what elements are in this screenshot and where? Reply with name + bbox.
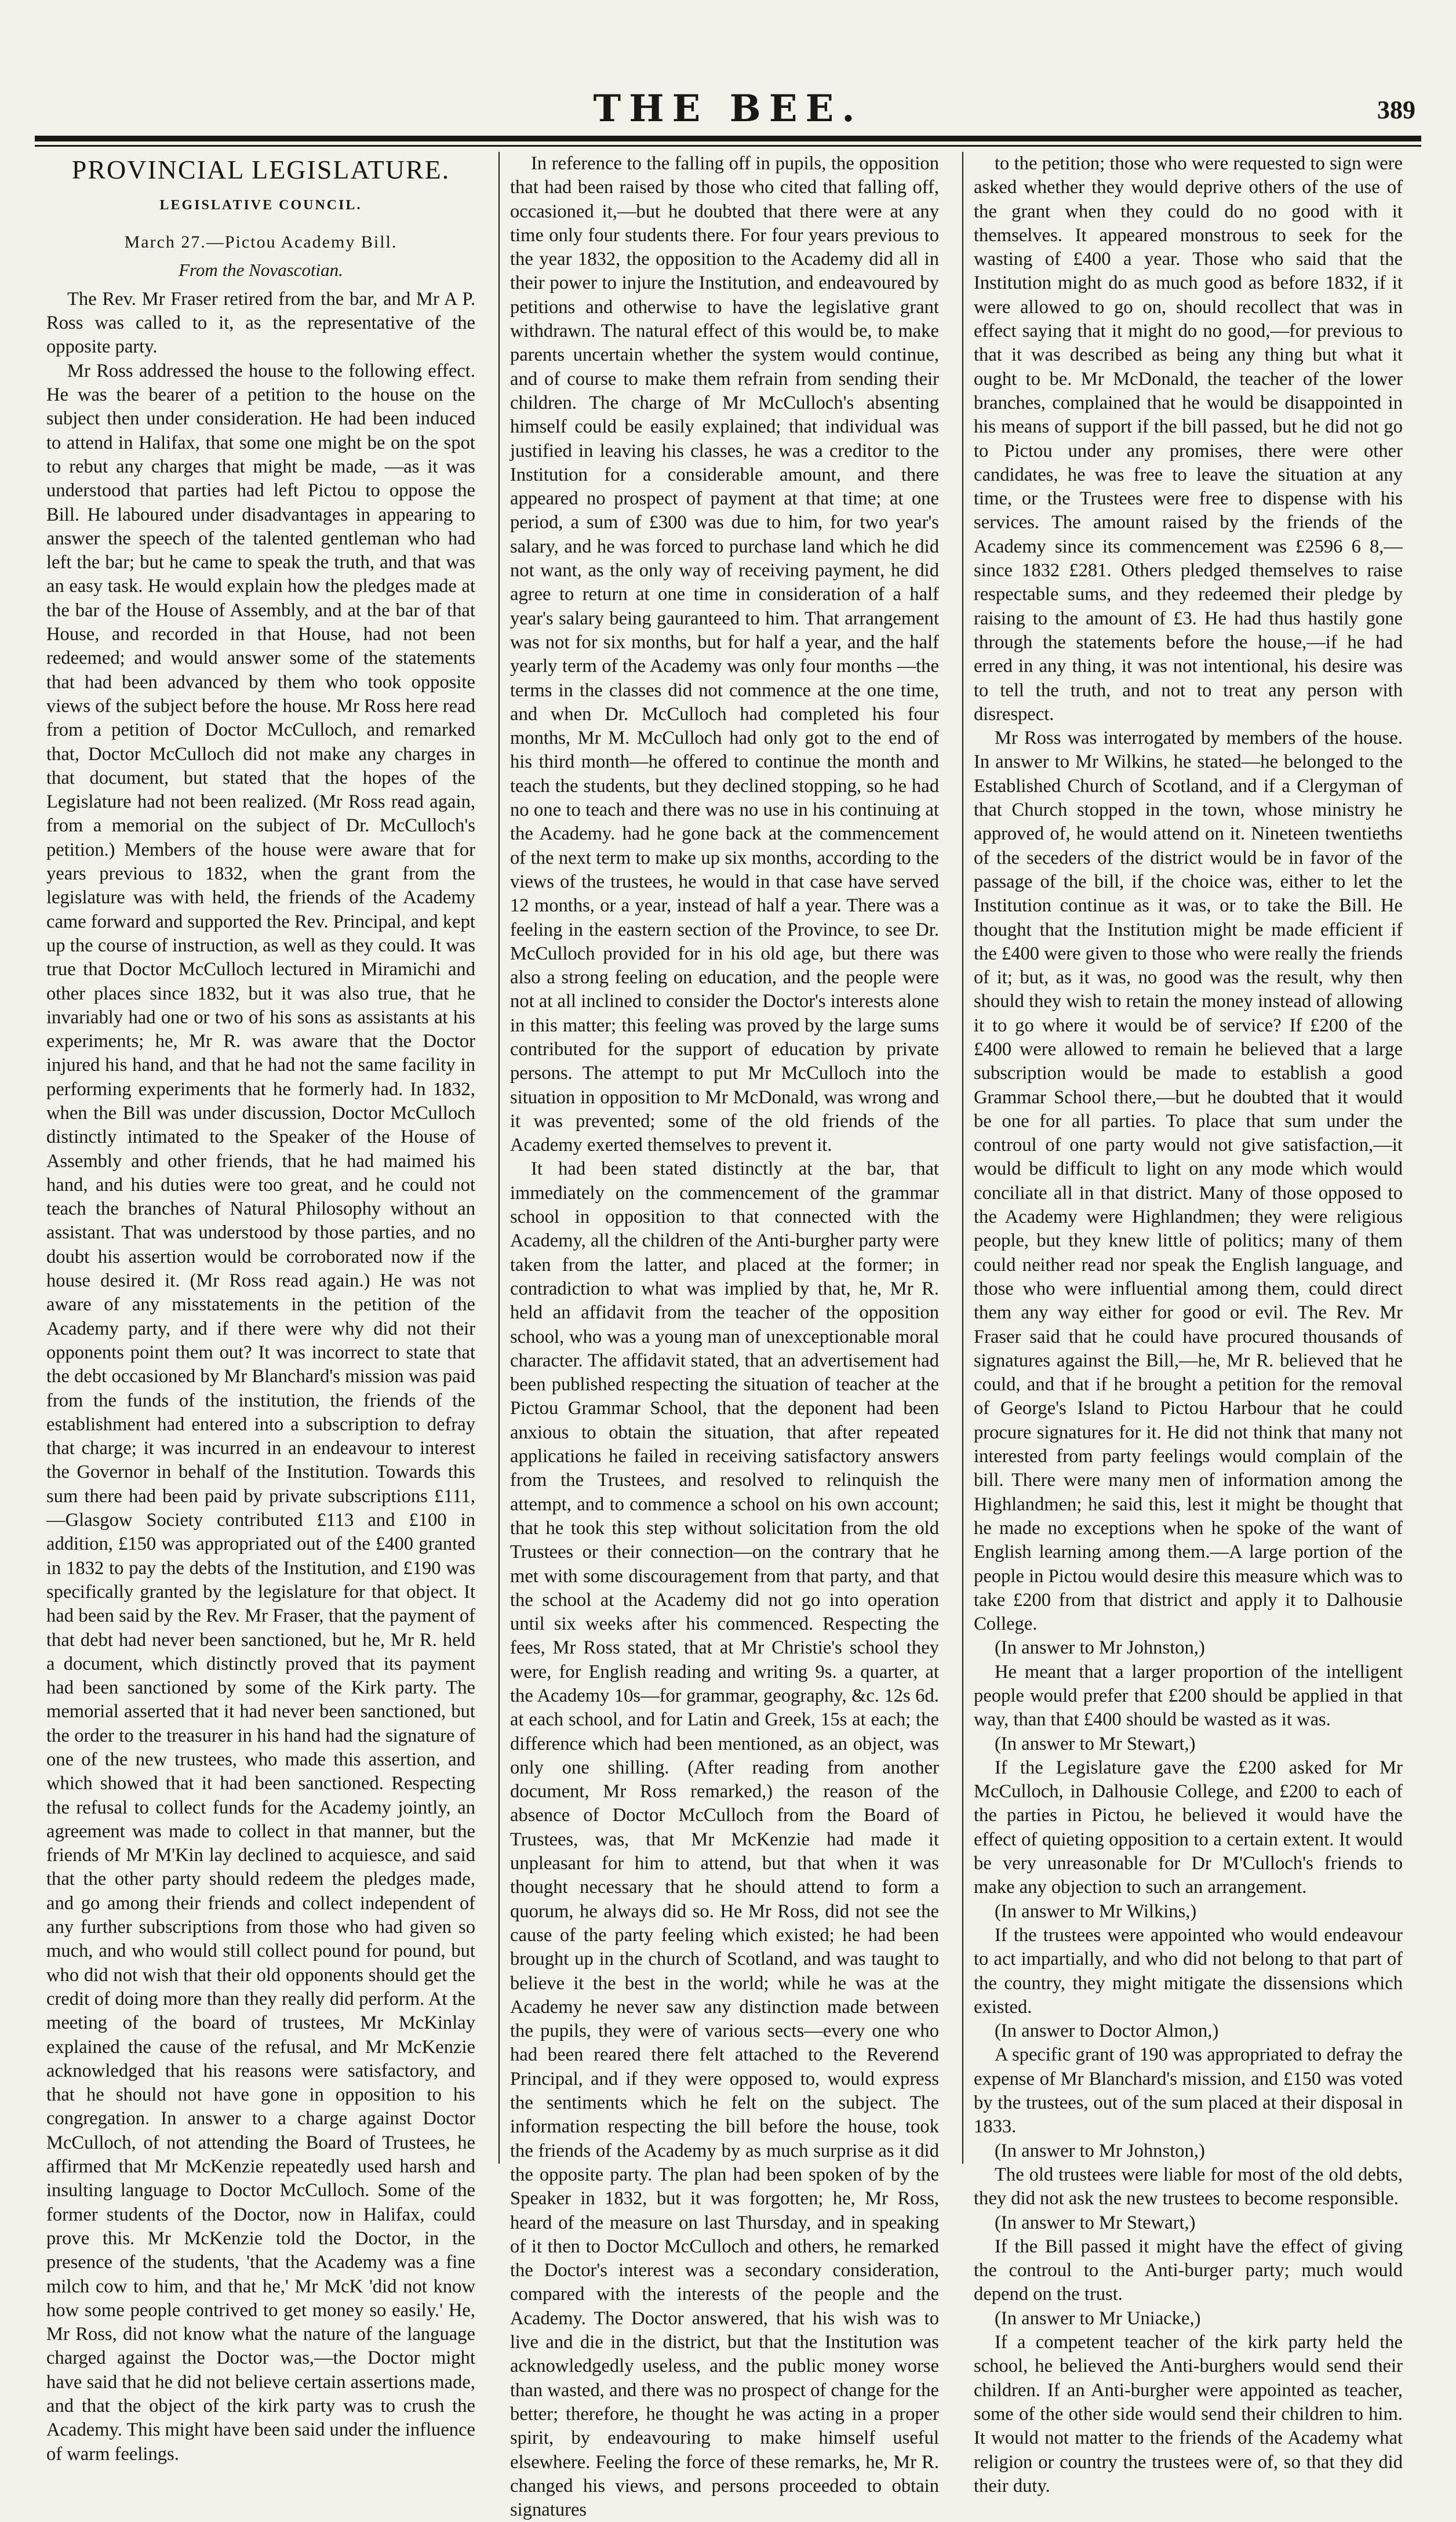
- masthead: [35, 87, 1421, 133]
- paragraph: He meant that a larger proportion of the intelligent people would prefer that £200 should be applied in that way, than that £400 should be wasted as it was.: [974, 1661, 1403, 1731]
- paragraph: (In answer to Mr Stewart,): [995, 2212, 1196, 2233]
- column-3-text: [974, 152, 1403, 2498]
- paragraph: (In answer to Mr Uniacke,): [995, 2307, 1201, 2329]
- column-divider: [962, 152, 963, 2164]
- paragraph: If the trustees were appointed who would endeavour to act impartially, and who did not belong to that part of the country, they might mitigate the dissensions which existed.: [974, 1924, 1403, 2018]
- page-number: 389: [1377, 96, 1415, 124]
- article-subheading: LEGISLATIVE COUNCIL.: [159, 198, 362, 213]
- paragraph: It had been stated distinctly at the bar, that immediately on the commencement of the grammar school in opposition to that connected with the Academy, all the children of the Anti-burgher party were taken from the latter, and placed at the former; in contradiction to what was implied by that, he, Mr R. held an affidavit from the teacher of the opposition school, who was a young man of unexceptionable moral character. The affidavit stated, that an advertisement had been published respecting the situation of teacher at the Pictou Grammar School, that the deponent had been anxious to obtain the situation, that after repeated applications he failed in receiving satisfactory answers from the Trustees, and resolved to relinquish the attempt, and to commence a school on his own account; that he took this step without solicitation from the old Trustees or their connection—on the contrary that he met with some discouragement from that party, and that the school at the Academy did not go into operation until six weeks after his commenced. Respecting the fees, Mr Ross stated, that at Mr Christie's school they were, for English reading and writing 9s. a quarter, at the Academy 10s—for grammar, geography, &c. 12s 6d. at each school, and for Latin and Greek, 15s at each; the difference which had been mentioned, as an object, was only one shilling. (After reading from another document, Mr Ross remarked,) the reason of the absence of Doctor McCulloch from the Board of Trustees, was, that Mr McKenzie had made it unpleasant for him to attend, but that when it was thought necessary that he should attend to form a quorum, he always did so. He Mr Ross, did not see the cause of the party feeling which existed; he had been brought up in the church of Scotland, and was taught to believe it the best in the world; while he was at the Academy he never saw any distinction made between the pupils, they were of various sects—every one who had been reared there felt attached to the Reverend Principal, and if they were opposed to, would express the sentiments which he felt on the subject. The information respecting the bill before the house, took the friends of the Academy by as much surprise as it did the opposite party. The plan had been spoken of by the Speaker in 1832, but it was forgotten; he, Mr Ross, heard of the measure on last Thursday, and in speaking of it then to Doctor McCulloch and others, he remarked the Doctor's interest was a secondary consideration, compared with the interests of the people and the Academy. The Doctor answered, that his wish was to live and die in the district, but that the Institution was acknowledgedly useless, and the public money worse than wasted, and there was no prospect of change for the better; therefore, he thought he was acting in a proper spirit, by endeavouring to make himself useful elsewhere. Feeling the force of these remarks, he, Mr R. changed his views, and persons proceeded to obtain signatures: [510, 1158, 939, 2521]
- column-1-text: [46, 288, 475, 2466]
- paragraph: If the Legislature gave the £200 asked for Mr McCulloch, in Dalhousie College, and £200 to each of the parties in Pictou, he believed it would have the effect of quieting opposition to a certain extent. It would be very unreasonable for Dr M'Culloch's friends to make any objection to such an arrangement.: [974, 1757, 1403, 1898]
- masthead-rule-thick: [35, 136, 1421, 141]
- bill-title: March 27.—Pictou Academy Bill.: [124, 232, 398, 252]
- paragraph: If a competent teacher of the kirk party held the school, he believed the Anti-burghers would send their children. If an Anti-burgher were appointed as teacher, some of the other side would send their children to him. It would not matter to the friends of the Academy what religion or country the trustees were of, so that they did their duty.: [974, 2332, 1403, 2496]
- column-1: [46, 152, 476, 2465]
- paragraph: A specific grant of 190 was appropriated to defray the expense of Mr Blanchard's mission, and £150 was voted by the trustees, out of the sum placed at their disposal in 1833.: [974, 2044, 1403, 2138]
- paragraph: In reference to the falling off in pupils, the opposition that had been raised by those who cited that falling off, occasioned it,—but he doubted that there were at any time only four students there. For four years previous to the year 1832, the opposition to the Academy did all in their power to injure the Institution, and endeavoured by petitions and otherwise to have the legislative grant withdrawn. The natural effect of this would be, to make parents uncertain whether the system would continue, and of course to make them refrain from sending their children. The charge of Mr McCulloch's absenting himself could be easily explained; that individual was justified in leaving his classes, he was a creditor to the Institution for a considerable amount, and there appeared no prospect of payment at that time; at one period, a sum of £300 was due to him, for two year's salary, and he was forced to purchase land which he did not want, as the only way of receiving payment, he did agree to return at one time in consideration of a half year's salary being gauranteed to him. That arrangement was not for six months, but for half a year, and the half yearly term of the Academy was only four months —the terms in the classes did not commence at the one time, and when Dr. McCulloch had completed his four months, Mr M. McCulloch had only got to the end of his third month—he offered to continue the month and teach the students, but they declined stopping, so he had no one to teach and there was no use in his continuing at the Academy. had he gone back at the commencement of the next term to make up six months, according to the views of the trustees, he would in that case have served 12 months, or a year, instead of half a year. There was a feeling in the eastern section of the Province, to see Dr. McCulloch provided for in his old age, but there was also a strong feeling on education, and the people were not at all inclined to consider the Doctor's interests alone in this matter; this feeling was proved by the large sums contributed for the support of education by private persons. The attempt to put Mr McCulloch into the situation in opposition to Mr McDonald, was wrong and it was prevented; some of the old friends of the Academy exerted themselves to prevent it.: [510, 153, 939, 1156]
- column-3: [974, 152, 1403, 2496]
- paragraph: (In answer to Mr Wilkins,): [995, 1900, 1197, 1922]
- source-line: From the Novascotian.: [179, 259, 343, 280]
- paragraph: (In answer to Mr Johnston,): [995, 2140, 1205, 2161]
- column-2: [510, 152, 939, 2521]
- paragraph: (In answer to Mr Johnston,): [995, 1637, 1205, 1659]
- paragraph: The old trustees were liable for most of the old debts, they did not ask the new trustees to become responsible.: [974, 2164, 1403, 2210]
- paragraph: The Rev. Mr Fraser retired from the bar, and Mr A P. Ross was called to it, as the representative of the opposite party.: [46, 288, 475, 358]
- paragraph: to the petition; those who were requested to sign were asked whether they would deprive others of the use of the grant when they could do no good with it themselves. It appeared monstrous to seek for the wasting of £400 a year. Those who said that the Institution might do as much good as before 1832, if it were allowed to go on, should recollect that was in effect saying that it might do no good,—for previous to that it was described as being any thing but what it ought to be. Mr McDonald, the teacher of the lower branches, complained that he would be disappointed in his means of support if the bill passed, but he did not go to Pictou under any promises, there were other candidates, he was free to leave the situation at any time, or the Trustees were free to dispense with his services. The amount raised by the friends of the Academy since its commencement was £2596 6 8,—since 1832 £281. Others pledged themselves to raise respectable sums, and they redeemed their pledge by raising to the amount of £3. He had thus hastily gone through the statements before the house,—if he had erred in any thing, it was not intentional, his desire was to tell the truth, and not to treat any person with disrespect.: [974, 153, 1403, 725]
- article-heading: PROVINCIAL LEGISLATURE.: [71, 155, 450, 184]
- column-divider: [498, 152, 500, 2164]
- paragraph: (In answer to Doctor Almon,): [995, 2020, 1219, 2042]
- newspaper-title: THE BEE.: [593, 87, 863, 130]
- paragraph: If the Bill passed it might have the effect of giving the controul to the Anti-burger party; much would depend on the trust.: [974, 2236, 1403, 2305]
- paragraph: Mr Ross addressed the house to the following effect. He was the bearer of a petition to the house on the subject then under consideration. He had been induced to attend in Halifax, that some one might be on the spot to rebut any charges that might be made, —as it was understood that parties had left Pictou to oppose the Bill. He laboured under disadvantages in appearing to answer the speech of the talented gentleman who had left the bar; but he came to speak the truth, and that was an easy task. He would explain how the pledges made at the bar of the House of Assembly, and at the bar of that House, and recorded in that House, had not been redeemed; and would answer some of the statements that had been advanced by them who took opposite views of the subject before the house. Mr Ross here read from a petition of Doctor McCulloch, and remarked that, Doctor McCulloch did not make any charges in that document, but stated that the hopes of the Legislature had not been realized. (Mr Ross read again, from a memorial on the subject of Dr. McCulloch's petition.) Members of the house were aware that for years previous to 1832, when the grant from the legislature was with held, the friends of the Academy came forward and supported the Rev. Principal, and kept up the course of instruction, as well as they could. It was true that Doctor McCulloch lectured in Miramichi and other places since 1832, but it was also true, that he invariably had one or two of his sons as assistants at his experiments; he, Mr R. was aware that the Doctor injured his hand, and that he had not the same facility in performing experiments that he formerly had. In 1832, when the Bill was under discussion, Doctor McCulloch distinctly intimated to the Speaker of the House of Assembly and other friends, that he had maimed his hand, and his duties were too great, and he could not teach the branches of Natural Philosophy without an assistant. That was understood by those parties, and no doubt his assertion would be corroborated now if the house desired it. (Mr Ross read again.) He was not aware of any misstatements in the petition of the Academy party, and if there were why did not their opponents point them out? It was incorrect to state that the debt occasioned by Mr Blanchard's mission was paid from the funds of the institution, the friends of the establishment had entered into a subscription to defray that charge; it was incurred in an endeavour to interest the Governor in behalf of the Institution. Towards this sum there had been paid by private subscriptions £111,—Glasgow Society contributed £113 and £100 in addition, £150 was appropriated out of the £400 granted in 1832 to pay the debts of the Institution, and £190 was specifically granted by the legislature for that object. It had been said by the Rev. Mr Fraser, that the payment of that debt had never been sanctioned, but he, Mr R. held a document, which distinctly proved that its payment had been sanctioned by some of the Kirk party. The memorial asserted that it had never been sanctioned, but the order to the treasurer in his hand had the signature of one of the new trustees, who made this assertion, and which showed that it had been sanctioned. Respecting the refusal to collect funds for the Academy jointly, an agreement was made to collect in that manner, but the friends of Mr M'Kin lay declined to acquiesce, and said that the other party should redeem the pledges made, and go among their friends and collect independent of any further subscriptions from those who had given so much, and who would still collect pound for pound, but who did not wish that their old opponents should get the credit of doing more than they really did perform. At the meeting of the board of trustees, Mr McKinlay explained the cause of the refusal, and Mr McKenzie acknowledged that his reasons were satisfactory, and that he should not have gone in opposition to his congregation. In answer to a charge against Doctor McCulloch, of not attending the Board of Trustees, he affirmed that Mr McKenzie repeatedly used harsh and insulting language to Doctor McCulloch. Some of the former students of the Doctor, now in Halifax, could prove this. Mr McKenzie told the Doctor, in the presence of the students, 'that the Academy was a fine milch cow to him, and that he,' Mr McK 'did not know how some people contrived to get money so easily.' He, Mr Ross, did not know what the nature of the language charged against the Doctor was,—the Doctor might have said that he did not believe certain assertions made, and that the object of the kirk party was to crush the Academy. This might have been said under the influence of warm feelings.: [46, 360, 476, 2465]
- masthead-rule-thin: [35, 145, 1421, 147]
- column-2-text: [510, 152, 939, 2522]
- paragraph: (In answer to Mr Stewart,): [995, 1733, 1196, 1754]
- paragraph: Mr Ross was interrogated by members of the house. In answer to Mr Wilkins, he stated—he belonged to the Established Church of Scotland, and if a Clergyman of that Church stopped in the town, whose ministry he approved of, he would attend on it. Nineteen twentieths of the seceders of the district would be in favor of the passage of the bill, if the choice was, either to let the Institution continue as it was, or to take the Bill. He thought that the Institution might be made efficient if the £400 were given to those who were really the friends of it; but, as it was, no good was the result, why then should they wish to retain the money instead of allowing it to go where it would be of service? If £200 of the £400 were allowed to remain he believed that a large subscription would be made to establish a good Grammar School there,—but he doubted that it would be one for all parties. To place that sum under the controul of one party would not give satisfaction,—it would be difficult to light on any mode which would conciliate all in that district. Many of those opposed to the Academy were Highlandmen; they were religious people, but they knew little of politics; many of them could neither read nor speak the English language, and those who were influential among them, could direct them any way either for good or evil. The Rev. Mr Fraser said that he could have procured thousands of signatures against the Bill,—he, Mr R. believed that he could, and that if he brought a petition for the removal of George's Island to Pictou Harbour that he could procure signatures for it. He did not think that many not interested from party feelings would complain of the bill. There were many men of information among the Highlandmen; he said this, lest it might be thought that he made no exceptions when he spoke of the want of English learning among them.—A large portion of the people in Pictou would desire this measure which was to take £200 from that district and apply it to Dalhousie College.: [974, 728, 1403, 1635]
